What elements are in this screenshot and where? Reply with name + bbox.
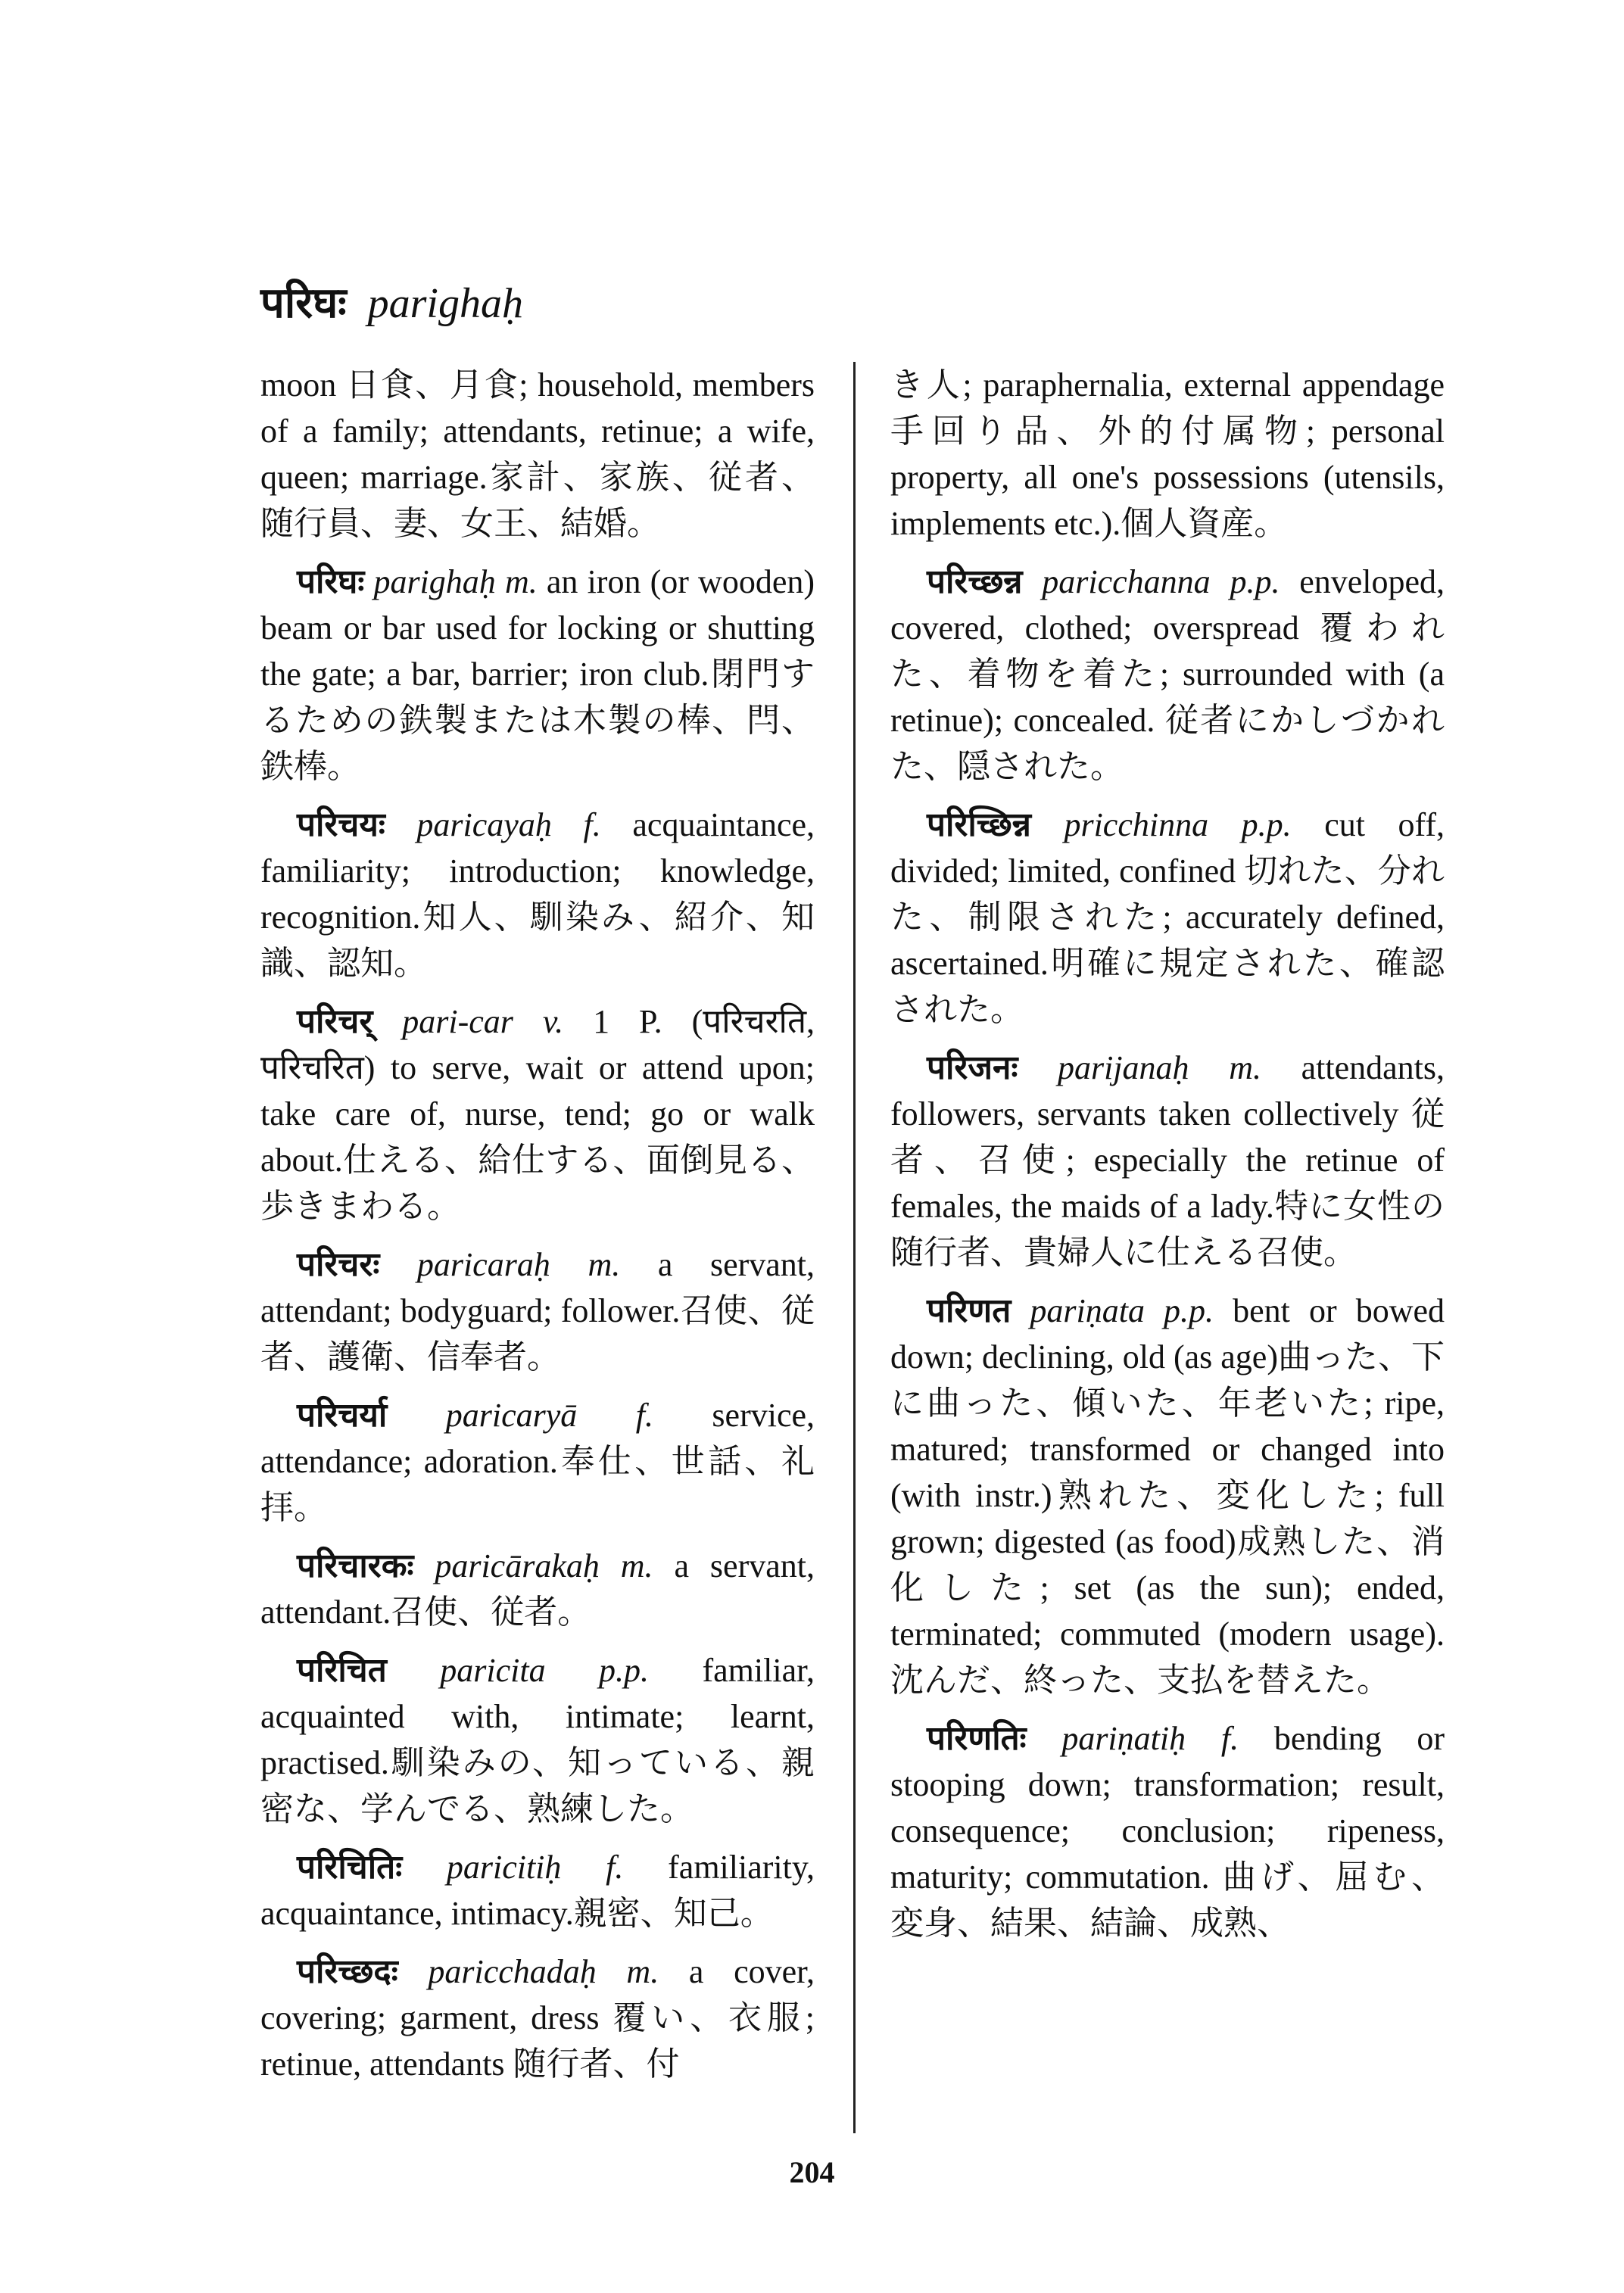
headword-transliteration: paricārakaḥ — [435, 1547, 600, 1584]
dictionary-entry — [890, 802, 1445, 1033]
continuation-text: き人; paraphernalia, external appendage 手回り品、外的付属物; personal property, all one's possessions (utensils, implements etc.).個人資産。 — [890, 366, 1445, 542]
grammar-tag: p.p. — [1164, 1292, 1214, 1329]
header-roman: parighaḥ — [367, 280, 523, 327]
dictionary-entry — [890, 1715, 1445, 1946]
headword-devanagari: परिच्छन्न — [927, 563, 1023, 600]
dictionary-entry — [260, 802, 815, 986]
headword-devanagari: परिचर्या — [297, 1397, 388, 1434]
definition-text: attendants, followers, servants taken collectively 従者、召使; especially the retinue of females, the maids of a lady.特に女性の随行者、貴婦人に仕える召使。 — [890, 1049, 1445, 1271]
headword-transliteration: paricita — [440, 1652, 546, 1689]
dictionary-entry — [260, 999, 815, 1229]
page-number: 204 — [789, 2155, 835, 2189]
page-header — [260, 273, 523, 330]
headword-transliteration: paricayaḥ — [416, 806, 552, 843]
grammar-tag: m. — [588, 1246, 621, 1283]
headword-devanagari: परिचर् — [297, 1003, 373, 1040]
headword-transliteration: paricaraḥ — [416, 1246, 550, 1283]
grammar-tag: m. — [504, 563, 538, 600]
grammar-tag: p.p. — [1230, 563, 1280, 600]
column-divider — [853, 362, 856, 2133]
definition-text: a cover, covering; garment, dress 覆い、衣服; retinue, attendants 随行者、付 — [260, 1953, 815, 2083]
dictionary-entry — [890, 1288, 1445, 1703]
headword-devanagari: परिजनः — [927, 1049, 1018, 1086]
headword-devanagari: परिच्छिन्न — [927, 806, 1031, 843]
grammar-tag: m. — [620, 1547, 653, 1584]
definition-text: acquaintance, familiarity; introduction; knowledge, recognition.知人、馴染み、紹介、知識、認知。 — [260, 806, 815, 982]
definition-text: a servant, attendant; bodyguard; follower.召使、従者、護衛、信奉者。 — [260, 1246, 815, 1375]
headword-transliteration: paricchadaḥ — [428, 1953, 597, 1990]
definition-text: an iron (or wooden) beam or bar used for locking or shutting the gate; a bar, barrier; iron club.閉門するための鉄製または木製の棒、閂、鉄棒。 — [260, 563, 815, 785]
grammar-tag: p.p. — [599, 1652, 650, 1689]
entry-continuation — [890, 362, 1445, 547]
definition-text: bending or stooping down; transformation; result, consequence; conclusion; ripeness, maturity; commutation. 曲げ、屈む、変身、結果、結論、成熟、 — [890, 1720, 1445, 1942]
headword-transliteration: pariṇatiḥ — [1061, 1720, 1186, 1757]
grammar-tag: f. — [583, 806, 601, 843]
headword-devanagari: परिचितिः — [297, 1849, 403, 1886]
header-devanagari: परिघः — [260, 280, 347, 327]
definition-text: a servant, attendant.召使、従者。 — [260, 1547, 815, 1631]
headword-transliteration: pricchinna — [1064, 806, 1209, 843]
headword-devanagari: परिचारकः — [297, 1547, 414, 1584]
right-column — [890, 362, 1445, 1958]
headword-devanagari: परिचरः — [297, 1246, 380, 1283]
dictionary-entry — [260, 1392, 815, 1531]
dictionary-entry — [260, 1949, 815, 2087]
grammar-tag: f. — [606, 1849, 624, 1886]
grammar-tag: v. — [542, 1003, 564, 1040]
definition-text: 1 P. (परिचरति, परिचरित) to serve, wait or attend upon; take care of, nurse, tend; go or walk about.仕える、給仕する、面倒見る、歩きまわる。 — [260, 1003, 815, 1225]
dictionary-entry — [260, 1844, 815, 1936]
definition-text: cut off, divided; limited, confined 切れた、分れた、制限された; accurately defined, ascertained.明確に規定された、確認された。 — [890, 806, 1445, 1028]
grammar-tag: f. — [1220, 1720, 1239, 1757]
continuation-text: moon 日食、月食; household, members of a family; attendants, retinue; a wife, queen; marriage.家計、家族、従者、随行員、妻、女王、結婚。 — [260, 366, 815, 542]
definition-text: bent or bowed down; declining, old (as age)曲った、下に曲った、傾いた、年老いた; ripe, matured; transformed or changed into (with instr.)熟れた、変化した; full grown; digested (as food)成熟した、消化した; set (as the sun); ended, terminated; commuted (modern usage).沈んだ、終った、支払を替えた。 — [890, 1292, 1445, 1699]
grammar-tag: f. — [635, 1397, 653, 1434]
dictionary-entry — [260, 559, 815, 790]
grammar-tag: m. — [626, 1953, 659, 1990]
grammar-tag: p.p. — [1241, 806, 1292, 843]
headword-devanagari: परिणतिः — [927, 1720, 1027, 1757]
grammar-tag: m. — [1229, 1049, 1261, 1086]
definition-text: familiarity, acquaintance, intimacy.親密、知己。 — [260, 1849, 815, 1932]
headword-transliteration: parighaḥ — [373, 563, 496, 600]
headword-transliteration: paricchanna — [1042, 563, 1211, 600]
headword-devanagari: परिणत — [927, 1292, 1011, 1329]
headword-transliteration: pari-car — [402, 1003, 513, 1040]
headword-devanagari: परिचित — [297, 1652, 387, 1689]
headword-transliteration: paricaryā — [445, 1397, 578, 1434]
definition-text: service, attendance; adoration.奉仕、世話、礼拝。 — [260, 1397, 815, 1526]
dictionary-entry — [260, 1242, 815, 1380]
headword-devanagari: परिच्छदः — [297, 1953, 398, 1990]
entry-continuation — [260, 362, 815, 547]
definition-text: enveloped, covered, clothed; overspread 覆われた、着物を着た; surrounded with (a retinue); concealed. 従者にかしづかれた、隠された。 — [890, 563, 1445, 785]
headword-transliteration: pariṇata — [1030, 1292, 1145, 1329]
definition-text: familiar, acquainted with, intimate; learnt, practised.馴染みの、知っている、親密な、学んでる、熟練した。 — [260, 1652, 815, 1827]
headword-transliteration: parijanaḥ — [1057, 1049, 1189, 1086]
left-column — [260, 362, 815, 2099]
headword-devanagari: परिचयः — [297, 806, 385, 843]
headword-transliteration: paricitiḥ — [446, 1849, 562, 1886]
dictionary-entry — [890, 1045, 1445, 1276]
dictionary-entry — [260, 1647, 815, 1832]
dictionary-entry — [890, 559, 1445, 790]
headword-devanagari: परिघः — [297, 563, 365, 600]
dictionary-entry — [260, 1543, 815, 1635]
